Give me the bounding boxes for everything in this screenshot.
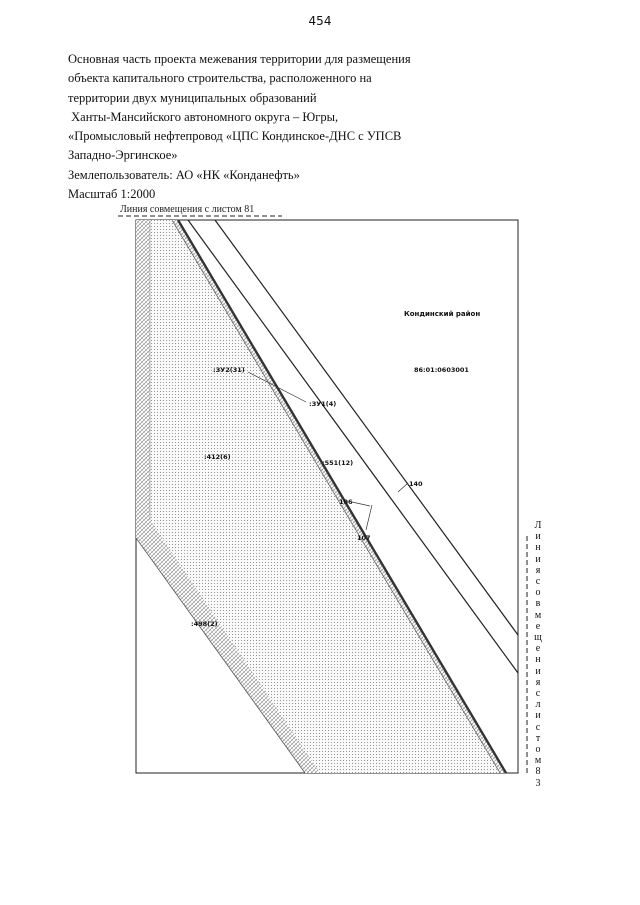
right-match-label-char: 3 [535,777,541,789]
right-match-label-char: и [535,553,541,565]
header-line: объекта капитального строительства, расположенного на [68,71,372,86]
header-line: «Промысловый нефтепровод «ЦПС Кондинское-ДНС с УПСВ [68,129,402,144]
point-label-140: 140 [409,480,423,488]
right-match-label-char: и [535,531,541,543]
district-label: Кондинский район [404,310,481,318]
header-line: Основная часть проекта межевания территории для размещения [68,52,411,66]
right-match-label-char: м [534,755,542,767]
right-match-label-char: в [535,598,541,610]
point-label-106: 106 [339,498,353,506]
right-match-label-char: 8 [535,766,541,778]
top-match-label: Линия совмещения с листом 81 [120,204,255,215]
cadastral-quarter-label: 86:01:0603001 [414,366,469,374]
right-match-label-char: с [535,576,541,588]
right-match-label-char: е [535,643,541,655]
page-number: 454 [308,14,332,28]
right-match-label-char: Л [534,520,542,531]
right-match-label-char: я [535,676,541,688]
right-match-label-char: я [535,564,541,576]
right-match-label-char: л [535,699,541,711]
right-match-label [533,520,543,789]
right-match-label-char: н [535,542,541,554]
right-match-label-char: с [535,721,541,733]
right-match-label-char: и [535,665,541,677]
parcel-label-498: :498(2) [191,620,218,628]
right-match-label-char: е [535,620,541,632]
point-label-107: 107 [357,534,371,542]
header-line: Землепользователь: АО «НК «Конданефть» [68,167,300,182]
right-match-label-char: н [535,654,541,666]
right-match-label-char: о [535,744,541,756]
parcel-label-zu2: :ЗУ2(31) [213,366,245,374]
right-match-label-char: с [535,688,541,700]
parcel-label-551: :551(12) [322,459,354,467]
parcel-label-412: :412(6) [204,453,231,461]
parcel-label-zu1: :ЗУ1(4) [309,400,337,408]
header-line: Масштаб 1:2000 [68,187,156,202]
header-line: Ханты-Мансийского автономного округа – Югры, [68,109,339,124]
right-match-label-char: щ [534,632,542,644]
right-match-label-char: о [535,587,541,599]
right-match-label-char: м [534,609,542,621]
header-line: Западно-Эргинское» [68,148,178,163]
header-line: территории двух муниципальных образований [68,90,317,105]
right-match-label-char: и [535,710,541,722]
right-match-label-char: т [535,732,541,744]
